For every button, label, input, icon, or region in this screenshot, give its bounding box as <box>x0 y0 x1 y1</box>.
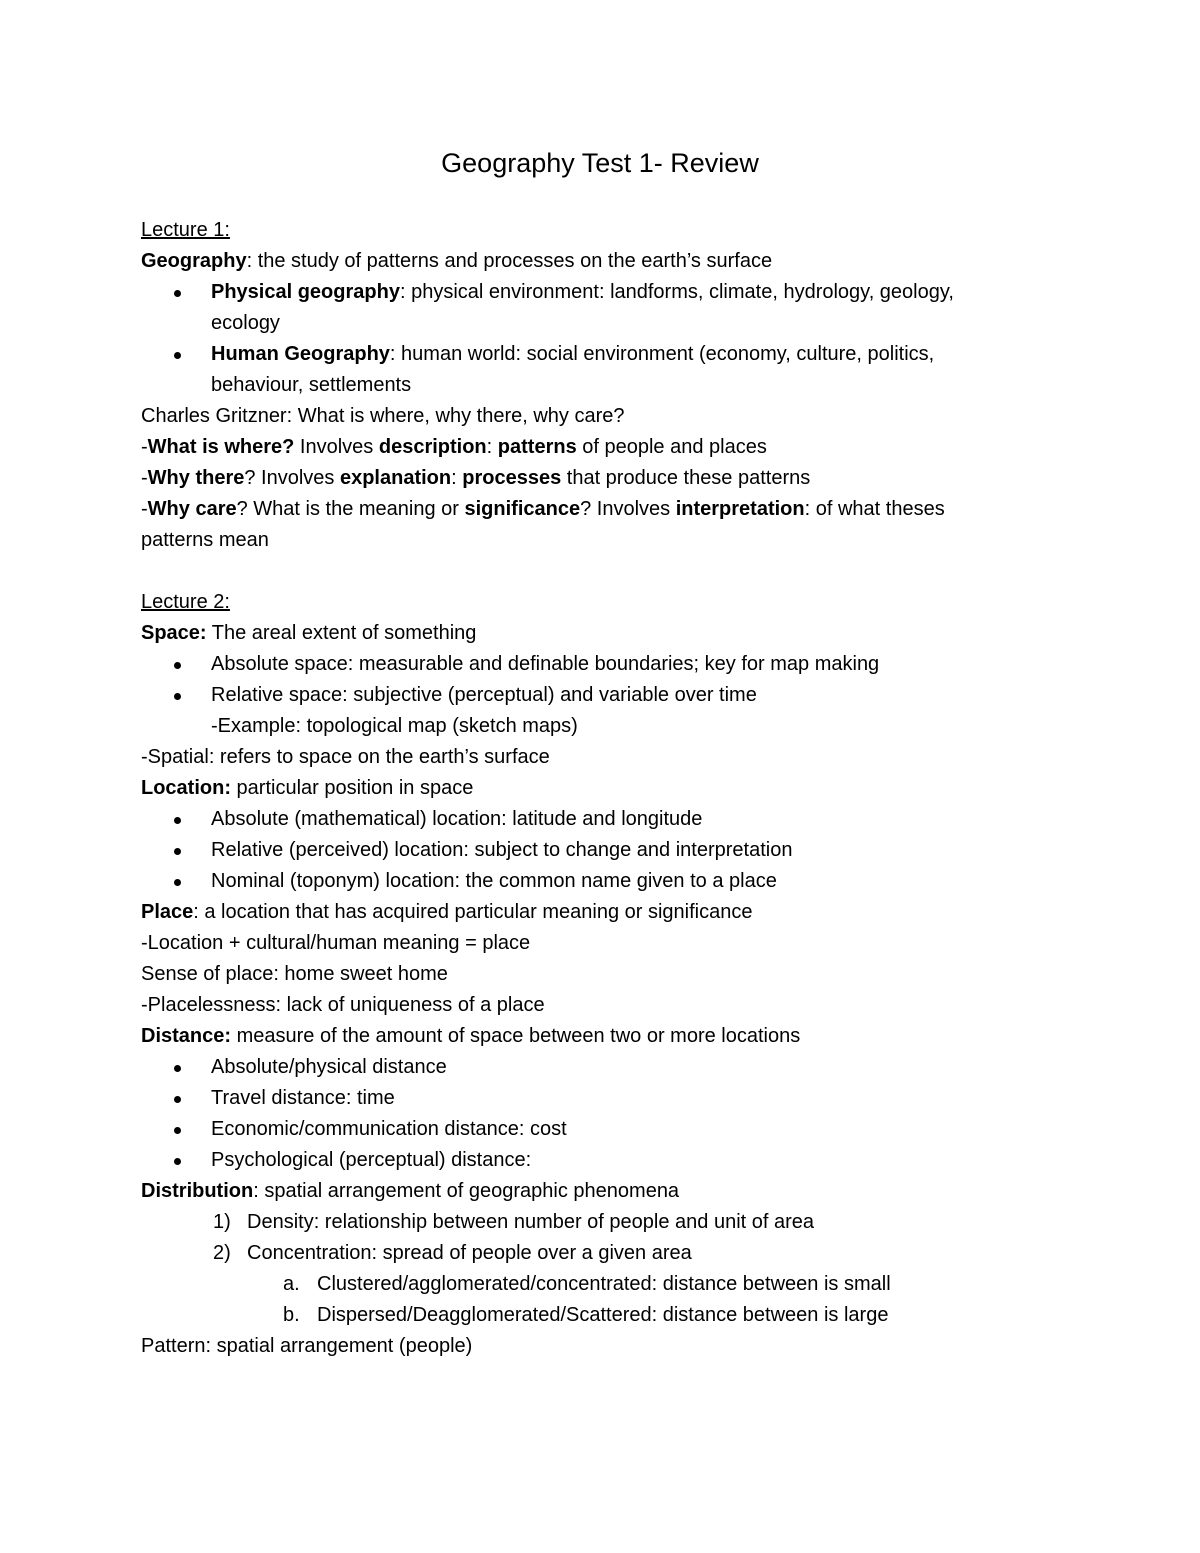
document-body <box>141 215 1041 1362</box>
sense-of-place: Sense of place: home sweet home <box>141 963 448 985</box>
gritzner-line: Charles Gritzner: What is where, why there, why care? <box>141 405 625 427</box>
numbered-item: 2) Concentration: spread of people over a given area <box>213 1242 692 1264</box>
distribution-definition: Distribution: spatial arrangement of geographic phenomena <box>141 1180 680 1202</box>
why-there-line: -Why there? Involves explanation: processes that produce these patterns <box>141 467 811 489</box>
list-item: Absolute (mathematical) location: latitude and longitude <box>141 804 1041 835</box>
lecture-2-heading: Lecture 2: <box>141 591 230 613</box>
why-care-line: -Why care? What is the meaning or significance? Involves interpretation: of what theses <box>141 498 945 520</box>
list-item: Nominal (toponym) location: the common name given to a place <box>141 866 1041 897</box>
section-spacer <box>141 556 1041 587</box>
list-item: Relative space: subjective (perceptual) and variable over time <box>141 680 1041 711</box>
physical-geography-continuation: ecology <box>211 312 280 334</box>
list-item: Relative (perceived) location: subject to change and interpretation <box>141 835 1041 866</box>
location-definition: Location: particular position in space <box>141 777 474 799</box>
place-definition: Place: a location that has acquired particular meaning or significance <box>141 901 753 923</box>
list-item: Psychological (perceptual) distance: <box>141 1145 1041 1176</box>
list-item: Absolute/physical distance <box>141 1052 1041 1083</box>
distance-definition: Distance: measure of the amount of space between two or more locations <box>141 1025 801 1047</box>
list-item: Travel distance: time <box>141 1083 1041 1114</box>
geography-definition: Geography: the study of patterns and processes on the earth’s surface <box>141 250 773 272</box>
pattern-definition: Pattern: spatial arrangement (people) <box>141 1335 473 1357</box>
lettered-item: a. Clustered/agglomerated/concentrated: distance between is small <box>283 1273 891 1295</box>
lecture-1-heading: Lecture 1: <box>141 219 230 241</box>
why-care-continuation: patterns mean <box>141 529 269 551</box>
place-equation: -Location + cultural/human meaning = place <box>141 932 531 954</box>
list-item: Economic/communication distance: cost <box>141 1114 1041 1145</box>
document-title: Geography Test 1- Review <box>441 148 759 178</box>
numbered-item: 1) Density: relationship between number of people and unit of area <box>213 1211 815 1233</box>
what-is-where-line: -What is where? Involves description: patterns of people and places <box>141 436 767 458</box>
lettered-item: b. Dispersed/Deagglomerated/Scattered: distance between is large <box>283 1304 889 1326</box>
placelessness: -Placelessness: lack of uniqueness of a place <box>141 994 545 1016</box>
list-item: Absolute space: measurable and definable boundaries; key for map making <box>141 649 1041 680</box>
physical-geography-item: Physical geography: physical environment: landforms, climate, hydrology, geology, <box>141 277 1041 308</box>
human-geography-continuation: behaviour, settlements <box>211 374 412 396</box>
spatial-definition: -Spatial: refers to space on the earth’s surface <box>141 746 550 768</box>
human-geography-item: Human Geography: human world: social environment (economy, culture, politics, <box>141 339 1041 370</box>
space-definition: Space: The areal extent of something <box>141 622 477 644</box>
space-example: -Example: topological map (sketch maps) <box>211 715 578 737</box>
